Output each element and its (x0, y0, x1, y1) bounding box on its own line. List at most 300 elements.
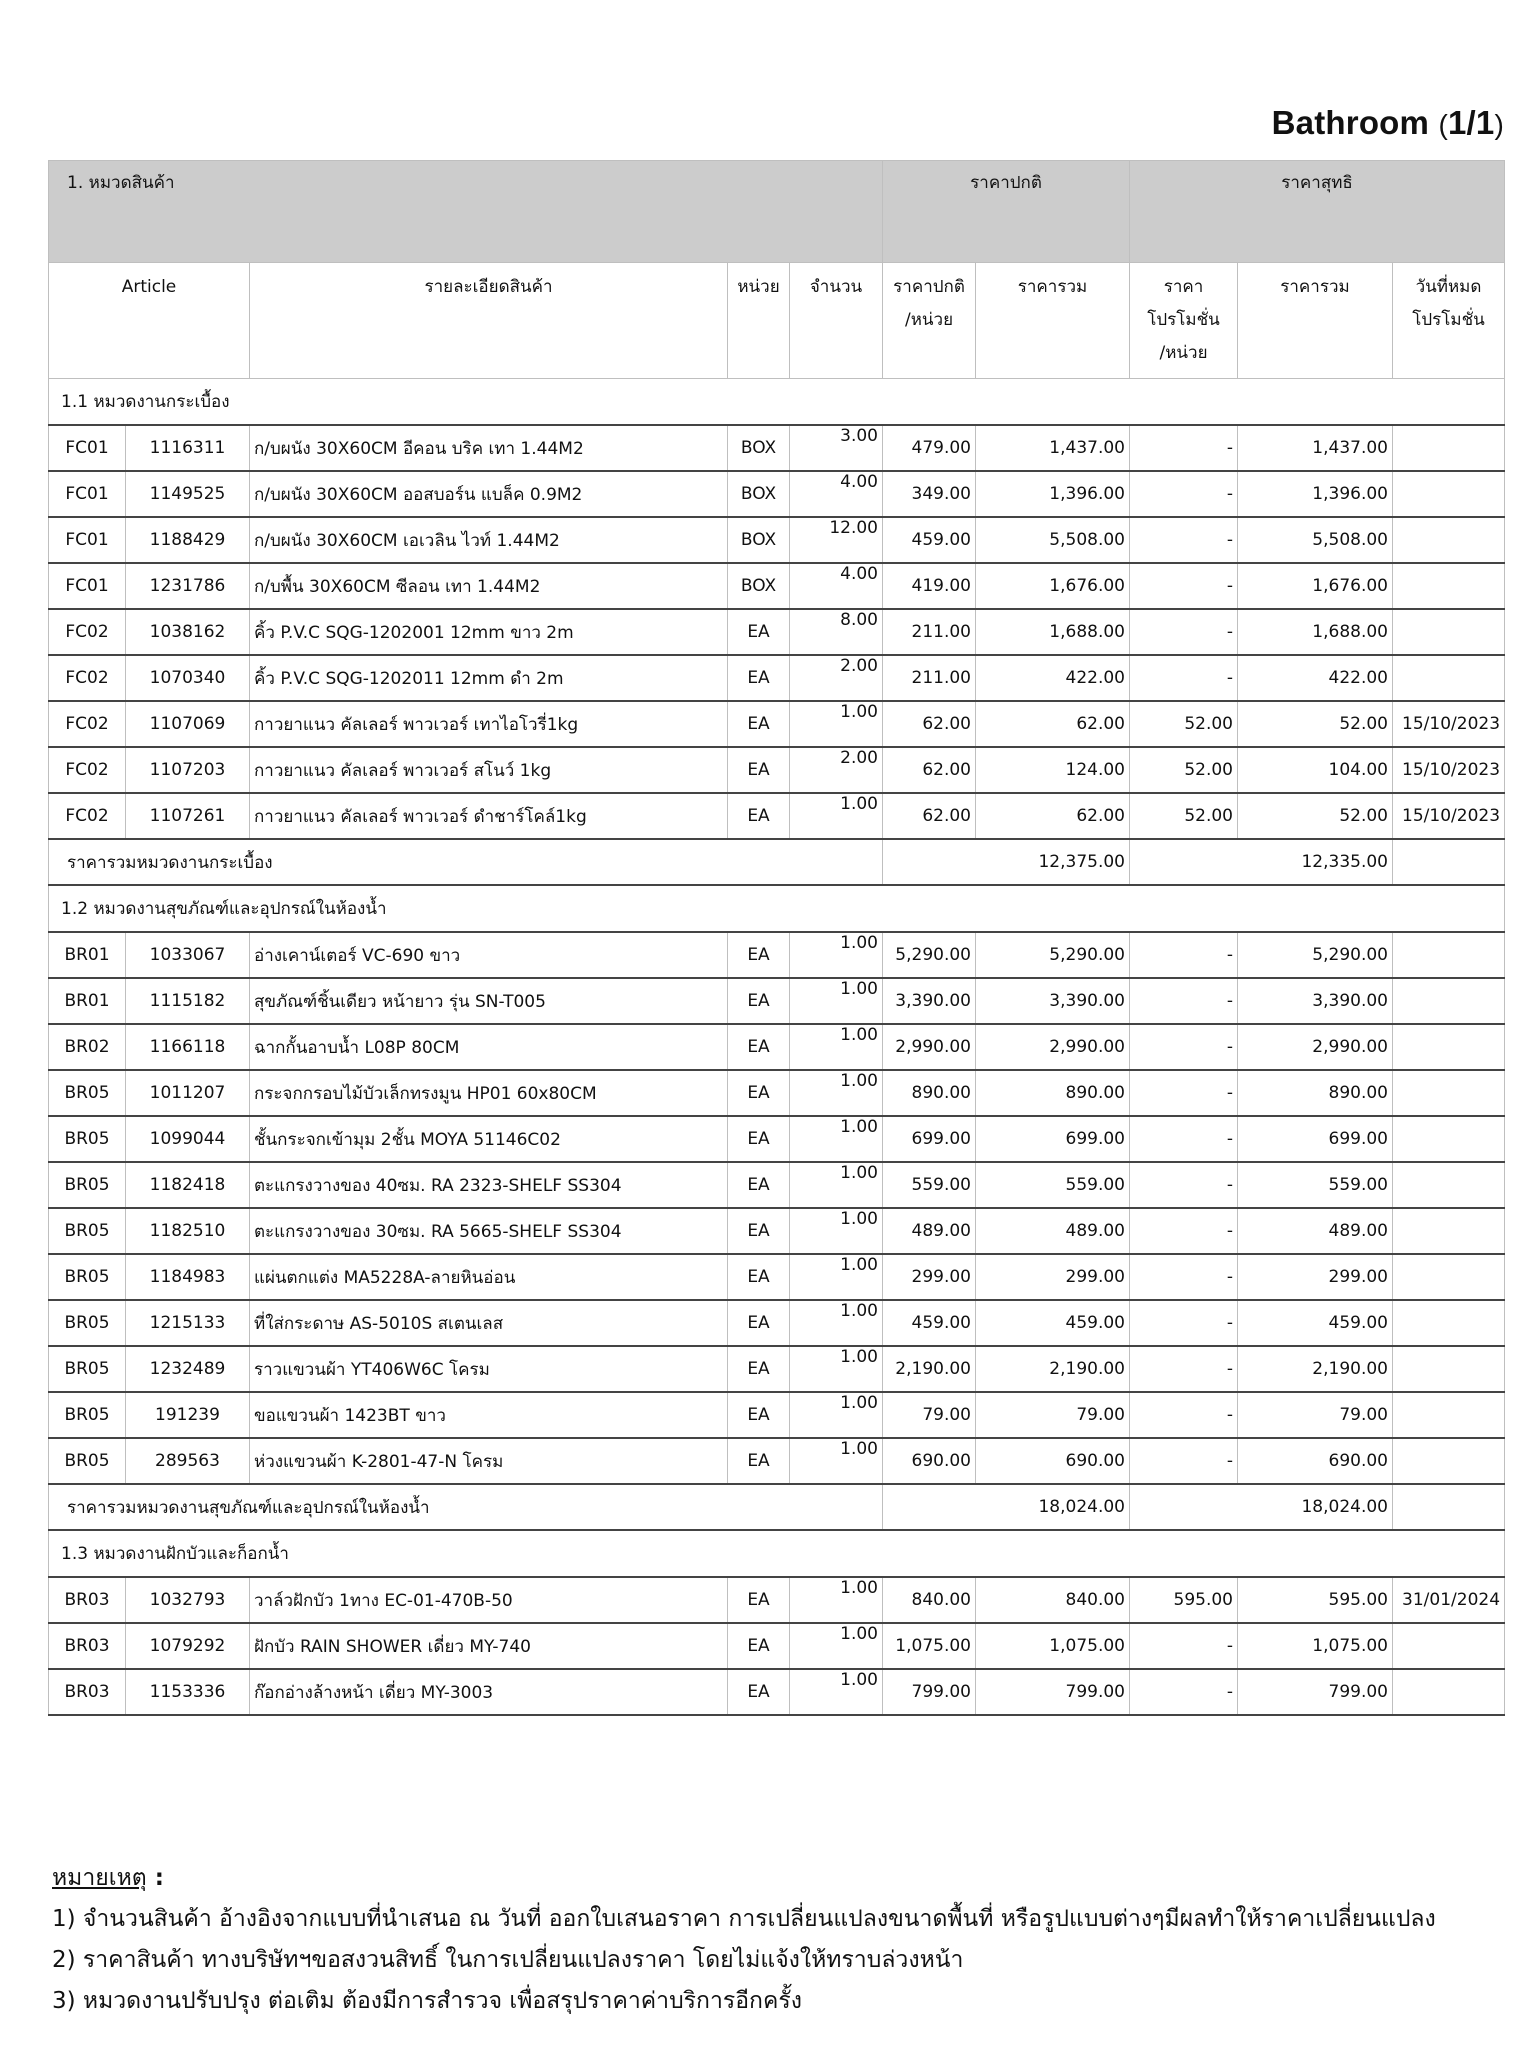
item-promo-price: - (1130, 1438, 1238, 1484)
item-qty: 1.00 (790, 1300, 883, 1346)
item-unit-price: 559.00 (883, 1162, 976, 1208)
item-article: 1215133 (126, 1300, 250, 1346)
item-net-total: 559.00 (1238, 1162, 1393, 1208)
item-regular-total: 124.00 (976, 747, 1130, 793)
table-row (49, 471, 1505, 517)
item-unit: EA (728, 1208, 790, 1254)
header-promo-end-line1: วันที่หมด (1415, 277, 1482, 297)
item-description: ก/บพื้น 30X60CM ซีลอน เทา 1.44M2 (250, 563, 728, 609)
item-article: 1115182 (126, 978, 250, 1024)
item-promo-end (1393, 1208, 1505, 1254)
subtotal-label: ราคารวมหมวดงานสุขภัณฑ์และอุปกรณ์ในห้องน้ำ (49, 1484, 883, 1530)
item-qty: 4.00 (790, 471, 883, 517)
item-regular-total: 5,508.00 (976, 517, 1130, 563)
table-row (49, 793, 1505, 839)
item-unit-price: 840.00 (883, 1577, 976, 1623)
item-promo-price: - (1130, 471, 1238, 517)
note-line-1: 1) จำนวนสินค้า อ้างอิงจากแบบที่นำเสนอ ณ วันที่ ออกใบเสนอราคา การเปลี่ยนแปลงขนาดพื้นที่ หรือรูปแบบต่างๆมีผลทำให้ราคาเปลี่ยนแปลง (52, 1906, 1436, 1932)
item-article: 1116311 (126, 425, 250, 471)
table-row (49, 425, 1505, 471)
item-promo-price: - (1130, 655, 1238, 701)
table-row (49, 1070, 1505, 1116)
item-description: แผ่นตกแต่ง MA5228A-ลายหินอ่อน (250, 1254, 728, 1300)
subtotal-empty (1393, 1484, 1505, 1530)
item-article: 191239 (126, 1392, 250, 1438)
item-promo-end (1393, 978, 1505, 1024)
table-row (49, 1024, 1505, 1070)
item-unit-price: 349.00 (883, 471, 976, 517)
item-unit: BOX (728, 563, 790, 609)
item-unit-price: 79.00 (883, 1392, 976, 1438)
item-net-total: 690.00 (1238, 1438, 1393, 1484)
item-code: FC01 (49, 471, 126, 517)
table-row (49, 932, 1505, 978)
item-unit-price: 5,290.00 (883, 932, 976, 978)
item-code: BR03 (49, 1577, 126, 1623)
item-article: 1149525 (126, 471, 250, 517)
header-promo-end-line2: โปรโมชั่น (1412, 310, 1485, 330)
notes-block (52, 1858, 1436, 2022)
item-net-total: 2,190.00 (1238, 1346, 1393, 1392)
item-description: กระจกกรอบไม้บัวเล็กทรงมูน HP01 60x80CM (250, 1070, 728, 1116)
item-unit-price: 3,390.00 (883, 978, 976, 1024)
item-article: 1033067 (126, 932, 250, 978)
item-unit: EA (728, 1346, 790, 1392)
item-code: BR05 (49, 1162, 126, 1208)
item-code: FC02 (49, 701, 126, 747)
item-net-total: 1,437.00 (1238, 425, 1393, 471)
title-paren-close: ) (1494, 109, 1504, 140)
item-qty: 1.00 (790, 1254, 883, 1300)
item-code: FC02 (49, 655, 126, 701)
header-net-total: ราคารวม (1238, 263, 1393, 379)
item-net-total: 595.00 (1238, 1577, 1393, 1623)
item-article: 1011207 (126, 1070, 250, 1116)
header-unit: หน่วย (728, 263, 790, 379)
item-unit: EA (728, 1577, 790, 1623)
item-promo-end (1393, 1438, 1505, 1484)
item-qty: 1.00 (790, 1438, 883, 1484)
subtotal-regular-total: 12,375.00 (883, 839, 1130, 885)
item-article: 289563 (126, 1438, 250, 1484)
item-article: 1153336 (126, 1669, 250, 1715)
item-unit: EA (728, 932, 790, 978)
item-promo-price: 595.00 (1130, 1577, 1238, 1623)
item-promo-price: - (1130, 517, 1238, 563)
item-regular-total: 79.00 (976, 1392, 1130, 1438)
item-unit: EA (728, 1254, 790, 1300)
header-article: Article (49, 263, 250, 379)
item-qty: 1.00 (790, 1392, 883, 1438)
item-unit: EA (728, 1669, 790, 1715)
item-regular-total: 799.00 (976, 1669, 1130, 1715)
item-regular-total: 1,075.00 (976, 1623, 1130, 1669)
item-article: 1188429 (126, 517, 250, 563)
item-net-total: 104.00 (1238, 747, 1393, 793)
item-unit-price: 690.00 (883, 1438, 976, 1484)
item-promo-price: 52.00 (1130, 701, 1238, 747)
subtotal-label: ราคารวมหมวดงานกระเบื้อง (49, 839, 883, 885)
item-description: ก๊อกอ่างล้างหน้า เดี่ยว MY-3003 (250, 1669, 728, 1715)
item-net-total: 79.00 (1238, 1392, 1393, 1438)
item-unit-price: 2,190.00 (883, 1346, 976, 1392)
item-code: BR05 (49, 1070, 126, 1116)
item-code: BR05 (49, 1208, 126, 1254)
item-promo-price: - (1130, 1346, 1238, 1392)
item-qty: 1.00 (790, 1070, 883, 1116)
item-article: 1182418 (126, 1162, 250, 1208)
header-promo-line1: ราคา (1163, 277, 1204, 297)
item-promo-end (1393, 1070, 1505, 1116)
header-description: รายละเอียดสินค้า (250, 263, 728, 379)
item-promo-price: - (1130, 1623, 1238, 1669)
item-net-total: 1,676.00 (1238, 563, 1393, 609)
header-group-row (49, 161, 1505, 263)
item-qty: 1.00 (790, 793, 883, 839)
item-qty: 1.00 (790, 701, 883, 747)
item-promo-end (1393, 1116, 1505, 1162)
item-article: 1231786 (126, 563, 250, 609)
item-promo-end (1393, 1346, 1505, 1392)
item-net-total: 489.00 (1238, 1208, 1393, 1254)
item-code: BR05 (49, 1438, 126, 1484)
item-promo-end: 15/10/2023 (1393, 793, 1505, 839)
header-unit-price-line2: /หน่วย (904, 310, 954, 330)
item-code: BR03 (49, 1669, 126, 1715)
item-article: 1107069 (126, 701, 250, 747)
notes-colon: : (146, 1865, 164, 1891)
item-code: BR05 (49, 1116, 126, 1162)
item-description: ห่วงแขวนผ้า K-2801-47-N โครม (250, 1438, 728, 1484)
item-promo-price: - (1130, 1116, 1238, 1162)
item-description: คิ้ว P.V.C SQG-1202011 12mm ดำ 2m (250, 655, 728, 701)
item-net-total: 3,390.00 (1238, 978, 1393, 1024)
item-code: FC01 (49, 425, 126, 471)
item-article: 1107203 (126, 747, 250, 793)
item-regular-total: 690.00 (976, 1438, 1130, 1484)
table-row (49, 1254, 1505, 1300)
header-promo-price (1130, 263, 1238, 379)
subtotal-row (49, 839, 1505, 885)
table-row (49, 978, 1505, 1024)
item-regular-total: 459.00 (976, 1300, 1130, 1346)
item-code: BR05 (49, 1254, 126, 1300)
item-code: BR03 (49, 1623, 126, 1669)
item-unit-price: 699.00 (883, 1116, 976, 1162)
item-regular-total: 1,676.00 (976, 563, 1130, 609)
quotation-table (48, 160, 1505, 1716)
item-article: 1166118 (126, 1024, 250, 1070)
item-regular-total: 5,290.00 (976, 932, 1130, 978)
item-regular-total: 2,190.00 (976, 1346, 1130, 1392)
item-code: BR01 (49, 932, 126, 978)
item-promo-price: - (1130, 563, 1238, 609)
item-description: ฉากกั้นอาบน้ำ L08P 80CM (250, 1024, 728, 1070)
item-description: ราวแขวนผ้า YT406W6C โครม (250, 1346, 728, 1392)
item-article: 1070340 (126, 655, 250, 701)
notes-title: หมายเหตุ (52, 1865, 147, 1891)
item-unit: EA (728, 1116, 790, 1162)
item-promo-price: - (1130, 425, 1238, 471)
header-regular-price-group: ราคาปกติ (883, 161, 1130, 263)
item-promo-price: - (1130, 1162, 1238, 1208)
item-qty: 1.00 (790, 1162, 883, 1208)
item-unit: EA (728, 655, 790, 701)
item-net-total: 699.00 (1238, 1116, 1393, 1162)
item-qty: 2.00 (790, 655, 883, 701)
table-row (49, 655, 1505, 701)
item-regular-total: 299.00 (976, 1254, 1130, 1300)
table-row (49, 747, 1505, 793)
document-title (1272, 104, 1504, 142)
item-unit: BOX (728, 425, 790, 471)
item-promo-end (1393, 1254, 1505, 1300)
item-unit-price: 489.00 (883, 1208, 976, 1254)
item-promo-end (1393, 471, 1505, 517)
header-qty: จำนวน (790, 263, 883, 379)
item-promo-end (1393, 425, 1505, 471)
item-unit-price: 459.00 (883, 517, 976, 563)
item-regular-total: 890.00 (976, 1070, 1130, 1116)
item-unit-price: 62.00 (883, 793, 976, 839)
item-code: BR01 (49, 978, 126, 1024)
item-description: กาวยาแนว คัลเลอร์ พาวเวอร์ สโนว์ 1kg (250, 747, 728, 793)
item-promo-end (1393, 1024, 1505, 1070)
table-row (49, 1577, 1505, 1623)
item-code: FC01 (49, 563, 126, 609)
title-paren-open: ( (1438, 109, 1448, 140)
subtotal-regular-total: 18,024.00 (883, 1484, 1130, 1530)
item-article: 1079292 (126, 1623, 250, 1669)
item-promo-price: - (1130, 1300, 1238, 1346)
item-promo-end: 31/01/2024 (1393, 1577, 1505, 1623)
item-code: BR05 (49, 1346, 126, 1392)
item-description: ที่ใส่กระดาษ AS-5010S สเตนเลส (250, 1300, 728, 1346)
item-code: BR02 (49, 1024, 126, 1070)
item-promo-price: - (1130, 609, 1238, 655)
item-unit-price: 1,075.00 (883, 1623, 976, 1669)
item-code: BR05 (49, 1300, 126, 1346)
table-row (49, 1116, 1505, 1162)
item-regular-total: 1,437.00 (976, 425, 1130, 471)
item-article: 1032793 (126, 1577, 250, 1623)
note-line-2: 2) ราคาสินค้า ทางบริษัทฯขอสงวนสิทธิ์ ในการเปลี่ยนแปลงราคา โดยไม่แจ้งให้ทราบล่วงหน้า (52, 1947, 964, 1973)
item-qty: 1.00 (790, 1669, 883, 1715)
subtotal-net-total: 18,024.00 (1130, 1484, 1393, 1530)
item-promo-price: - (1130, 932, 1238, 978)
item-promo-end (1393, 1669, 1505, 1715)
header-promo-line2: โปรโมชั่น (1147, 310, 1220, 330)
item-unit-price: 211.00 (883, 655, 976, 701)
item-qty: 12.00 (790, 517, 883, 563)
title-text: Bathroom (1271, 104, 1430, 141)
section-title: 1.1 หมวดงานกระเบื้อง (49, 379, 1505, 426)
item-code: FC02 (49, 793, 126, 839)
item-code: BR05 (49, 1392, 126, 1438)
subtotal-row (49, 1484, 1505, 1530)
header-net-price-group: ราคาสุทธิ (1130, 161, 1505, 263)
item-unit-price: 419.00 (883, 563, 976, 609)
item-promo-price: - (1130, 1669, 1238, 1715)
item-qty: 8.00 (790, 609, 883, 655)
item-promo-price: - (1130, 1254, 1238, 1300)
quotation-body (49, 379, 1505, 1716)
title-page: 1/1 (1447, 104, 1495, 141)
item-unit-price: 62.00 (883, 747, 976, 793)
item-unit: BOX (728, 517, 790, 563)
item-description: ก/บผนัง 30X60CM อีคอน บริค เทา 1.44M2 (250, 425, 728, 471)
item-description: กาวยาแนว คัลเลอร์ พาวเวอร์ ดำชาร์โคล์1kg (250, 793, 728, 839)
item-promo-price: 52.00 (1130, 747, 1238, 793)
item-promo-price: - (1130, 1024, 1238, 1070)
item-net-total: 52.00 (1238, 701, 1393, 747)
item-qty: 1.00 (790, 1623, 883, 1669)
item-promo-price: 52.00 (1130, 793, 1238, 839)
item-unit: EA (728, 747, 790, 793)
table-row (49, 563, 1505, 609)
item-qty: 1.00 (790, 932, 883, 978)
item-qty: 1.00 (790, 1116, 883, 1162)
item-promo-price: - (1130, 978, 1238, 1024)
item-net-total: 422.00 (1238, 655, 1393, 701)
item-qty: 1.00 (790, 1208, 883, 1254)
item-promo-end (1393, 1162, 1505, 1208)
item-regular-total: 1,688.00 (976, 609, 1130, 655)
table-row (49, 1623, 1505, 1669)
item-promo-end (1393, 563, 1505, 609)
item-article: 1184983 (126, 1254, 250, 1300)
item-description: ก/บผนัง 30X60CM เอเวลิน ไวท์ 1.44M2 (250, 517, 728, 563)
item-unit: EA (728, 1024, 790, 1070)
item-unit: EA (728, 1623, 790, 1669)
item-qty: 1.00 (790, 1346, 883, 1392)
item-article: 1232489 (126, 1346, 250, 1392)
item-unit-price: 2,990.00 (883, 1024, 976, 1070)
item-description: ฝักบัว RAIN SHOWER เดี่ยว MY-740 (250, 1623, 728, 1669)
item-net-total: 2,990.00 (1238, 1024, 1393, 1070)
item-qty: 2.00 (790, 747, 883, 793)
item-unit: EA (728, 1070, 790, 1116)
header-unit-price-line1: ราคาปกติ (893, 277, 965, 297)
item-unit-price: 799.00 (883, 1669, 976, 1715)
item-net-total: 459.00 (1238, 1300, 1393, 1346)
item-article: 1099044 (126, 1116, 250, 1162)
table-row (49, 1162, 1505, 1208)
item-promo-end: 15/10/2023 (1393, 701, 1505, 747)
item-net-total: 299.00 (1238, 1254, 1393, 1300)
item-description: ตะแกรงวางของ 40ซม. RA 2323-SHELF SS304 (250, 1162, 728, 1208)
table-row (49, 1346, 1505, 1392)
item-qty: 4.00 (790, 563, 883, 609)
section-row (49, 885, 1505, 932)
item-code: FC01 (49, 517, 126, 563)
item-unit: BOX (728, 471, 790, 517)
item-net-total: 1,075.00 (1238, 1623, 1393, 1669)
item-article: 1182510 (126, 1208, 250, 1254)
section-row (49, 379, 1505, 426)
section-title: 1.2 หมวดงานสุขภัณฑ์และอุปกรณ์ในห้องน้ำ (49, 885, 1505, 932)
item-promo-end (1393, 1392, 1505, 1438)
item-qty: 3.00 (790, 425, 883, 471)
section-row (49, 1530, 1505, 1577)
item-promo-price: - (1130, 1070, 1238, 1116)
table-row (49, 609, 1505, 655)
item-regular-total: 62.00 (976, 793, 1130, 839)
item-regular-total: 840.00 (976, 1577, 1130, 1623)
item-unit: EA (728, 1392, 790, 1438)
note-line-3: 3) หมวดงานปรับปรุง ต่อเติม ต้องมีการสำรวจ เพื่อสรุปราคาค่าบริการอีกครั้ง (52, 1988, 802, 2014)
item-unit: EA (728, 1438, 790, 1484)
item-description: วาล์วฝักบัว 1ทาง EC-01-470B-50 (250, 1577, 728, 1623)
item-unit: EA (728, 1300, 790, 1346)
item-qty: 1.00 (790, 1577, 883, 1623)
item-net-total: 5,290.00 (1238, 932, 1393, 978)
item-unit: EA (728, 609, 790, 655)
subtotal-net-total: 12,335.00 (1130, 839, 1393, 885)
item-promo-price: - (1130, 1392, 1238, 1438)
subtotal-empty (1393, 839, 1505, 885)
header-columns-row (49, 263, 1505, 379)
item-net-total: 890.00 (1238, 1070, 1393, 1116)
item-unit: EA (728, 978, 790, 1024)
item-description: ตะแกรงวางของ 30ซม. RA 5665-SHELF SS304 (250, 1208, 728, 1254)
header-regular-total: ราคารวม (976, 263, 1130, 379)
item-promo-end (1393, 655, 1505, 701)
item-promo-end (1393, 1300, 1505, 1346)
item-regular-total: 559.00 (976, 1162, 1130, 1208)
item-promo-end: 15/10/2023 (1393, 747, 1505, 793)
item-description: อ่างเคาน์เตอร์ VC-690 ขาว (250, 932, 728, 978)
item-net-total: 1,396.00 (1238, 471, 1393, 517)
section-title: 1.3 หมวดงานฝักบัวและก็อกน้ำ (49, 1530, 1505, 1577)
item-code: FC02 (49, 609, 126, 655)
header-promo-end (1393, 263, 1505, 379)
item-promo-price: - (1130, 1208, 1238, 1254)
item-promo-end (1393, 609, 1505, 655)
item-promo-end (1393, 932, 1505, 978)
item-promo-end (1393, 1623, 1505, 1669)
item-code: FC02 (49, 747, 126, 793)
item-unit-price: 459.00 (883, 1300, 976, 1346)
header-category: 1. หมวดสินค้า (49, 161, 883, 263)
item-net-total: 5,508.00 (1238, 517, 1393, 563)
item-regular-total: 699.00 (976, 1116, 1130, 1162)
table-row (49, 1300, 1505, 1346)
header-unit-price (883, 263, 976, 379)
item-regular-total: 422.00 (976, 655, 1130, 701)
item-unit: EA (728, 701, 790, 747)
table-row (49, 1438, 1505, 1484)
header-promo-line3: /หน่วย (1159, 343, 1208, 363)
item-regular-total: 1,396.00 (976, 471, 1130, 517)
item-description: ชั้นกระจกเข้ามุม 2ชั้น MOYA 51146C02 (250, 1116, 728, 1162)
item-description: คิ้ว P.V.C SQG-1202001 12mm ขาว 2m (250, 609, 728, 655)
item-article: 1107261 (126, 793, 250, 839)
item-description: กาวยาแนว คัลเลอร์ พาวเวอร์ เทาไอโวรี่1kg (250, 701, 728, 747)
item-net-total: 799.00 (1238, 1669, 1393, 1715)
table-row (49, 1392, 1505, 1438)
table-row (49, 517, 1505, 563)
item-description: สุขภัณฑ์ชิ้นเดียว หน้ายาว รุ่น SN-T005 (250, 978, 728, 1024)
table-row (49, 701, 1505, 747)
item-unit: EA (728, 1162, 790, 1208)
item-description: ขอแขวนผ้า 1423BT ขาว (250, 1392, 728, 1438)
item-net-total: 52.00 (1238, 793, 1393, 839)
item-regular-total: 62.00 (976, 701, 1130, 747)
table-row (49, 1208, 1505, 1254)
item-description: ก/บผนัง 30X60CM ออสบอร์น แบล็ค 0.9M2 (250, 471, 728, 517)
item-unit-price: 299.00 (883, 1254, 976, 1300)
